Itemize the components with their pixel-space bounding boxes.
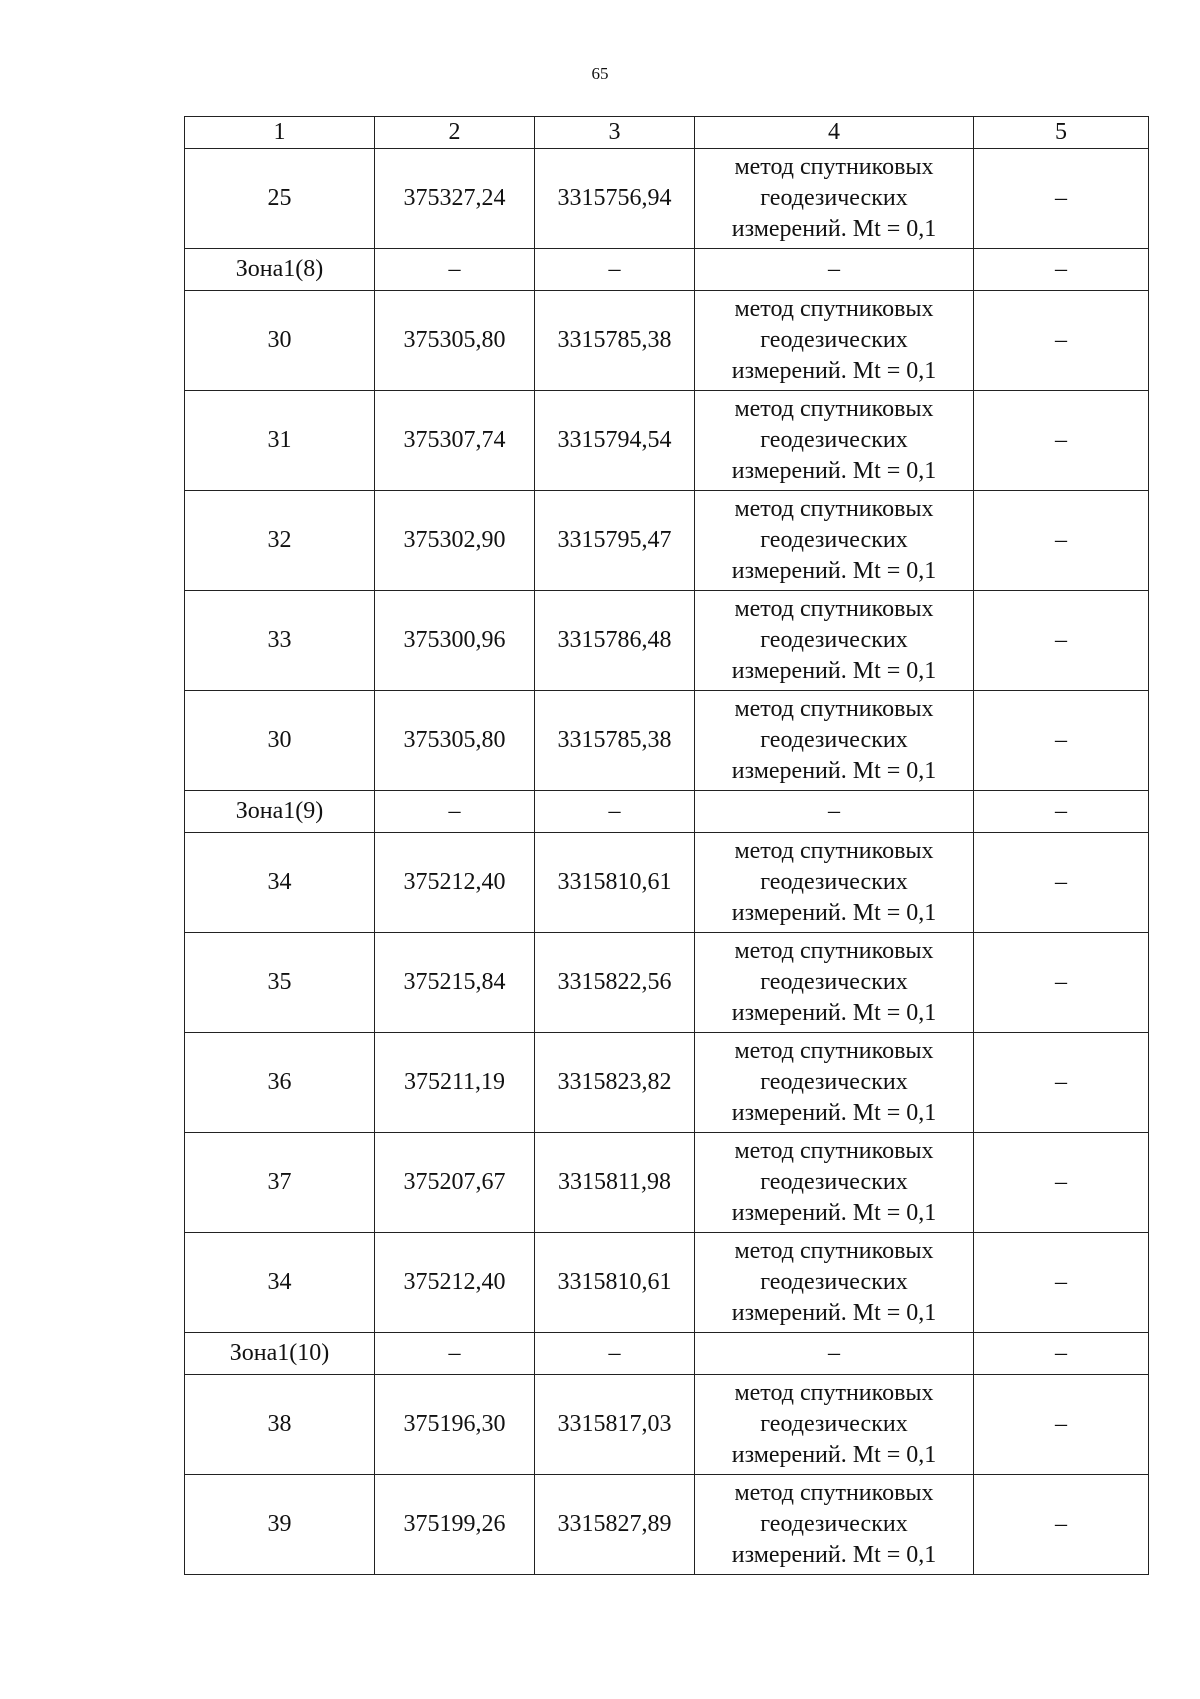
method-line: геодезических (760, 869, 908, 896)
method-line: измерений. Mt = 0,1 (731, 1200, 937, 1227)
y-coordinate-cell: 3315786,48 (535, 591, 695, 691)
y-coordinate-cell: 3315795,47 (535, 491, 695, 591)
y-coordinate-cell: – (535, 1333, 695, 1375)
note-cell: – (974, 491, 1149, 591)
method-line: геодезических (760, 185, 908, 212)
y-coordinate-cell: 3315811,98 (535, 1133, 695, 1233)
method-cell (695, 391, 974, 491)
header-cell: 3 (535, 117, 695, 149)
note-cell: – (974, 1233, 1149, 1333)
point-id-cell: 36 (185, 1033, 375, 1133)
point-id-cell: 30 (185, 691, 375, 791)
point-row (185, 833, 1149, 933)
x-coordinate-cell: 375196,30 (375, 1375, 535, 1475)
note-cell: – (974, 149, 1149, 249)
point-id-cell: 34 (185, 833, 375, 933)
x-coordinate-cell: 375302,90 (375, 491, 535, 591)
method-line: измерений. Mt = 0,1 (731, 558, 937, 585)
zone-row (185, 791, 1149, 833)
method-cell (695, 491, 974, 591)
point-id-cell: 35 (185, 933, 375, 1033)
method-line: метод спутниковых (734, 695, 934, 722)
point-row (185, 591, 1149, 691)
method-cell: – (695, 249, 974, 291)
header-cell: 5 (974, 117, 1149, 149)
method-line: метод спутниковых (734, 595, 934, 622)
y-coordinate-cell: 3315822,56 (535, 933, 695, 1033)
point-row (185, 1375, 1149, 1475)
method-cell: – (695, 791, 974, 833)
method-line: метод спутниковых (734, 1137, 934, 1164)
method-line: измерений. Mt = 0,1 (731, 1300, 937, 1327)
point-row (185, 391, 1149, 491)
method-line: метод спутниковых (734, 1479, 934, 1506)
point-id-cell: 31 (185, 391, 375, 491)
point-id-cell: 25 (185, 149, 375, 249)
x-coordinate-cell: – (375, 1333, 535, 1375)
method-cell (695, 149, 974, 249)
method-cell (695, 591, 974, 691)
method-line: геодезических (760, 627, 908, 654)
y-coordinate-cell: 3315827,89 (535, 1475, 695, 1575)
y-coordinate-cell: 3315823,82 (535, 1033, 695, 1133)
method-line: геодезических (760, 1069, 908, 1096)
note-cell: – (974, 1133, 1149, 1233)
zone-row (185, 249, 1149, 291)
note-cell: – (974, 1333, 1149, 1375)
y-coordinate-cell: – (535, 249, 695, 291)
method-line: геодезических (760, 1511, 908, 1538)
method-cell: – (695, 1333, 974, 1375)
note-cell: – (974, 591, 1149, 691)
method-line: измерений. Mt = 0,1 (731, 358, 937, 385)
x-coordinate-cell: 375327,24 (375, 149, 535, 249)
method-cell (695, 291, 974, 391)
note-cell: – (974, 249, 1149, 291)
x-coordinate-cell: 375207,67 (375, 1133, 535, 1233)
y-coordinate-cell: 3315810,61 (535, 1233, 695, 1333)
y-coordinate-cell: 3315817,03 (535, 1375, 695, 1475)
y-coordinate-cell: 3315794,54 (535, 391, 695, 491)
method-cell (695, 833, 974, 933)
point-row (185, 1133, 1149, 1233)
method-line: метод спутниковых (734, 837, 934, 864)
point-row (185, 149, 1149, 249)
header-row (185, 117, 1149, 149)
point-row (185, 291, 1149, 391)
method-line: метод спутниковых (734, 395, 934, 422)
x-coordinate-cell: 375307,74 (375, 391, 535, 491)
page-number: 65 (591, 64, 609, 83)
y-coordinate-cell: – (535, 791, 695, 833)
method-line: геодезических (760, 1169, 908, 1196)
method-line: метод спутниковых (734, 937, 934, 964)
point-row (185, 1475, 1149, 1575)
x-coordinate-cell: 375305,80 (375, 291, 535, 391)
method-cell (695, 1475, 974, 1575)
x-coordinate-cell: 375199,26 (375, 1475, 535, 1575)
method-line: измерений. Mt = 0,1 (731, 216, 937, 243)
method-line: измерений. Mt = 0,1 (731, 658, 937, 685)
x-coordinate-cell: 375212,40 (375, 833, 535, 933)
method-line: геодезических (760, 727, 908, 754)
coordinates-table (184, 116, 1149, 1575)
point-row (185, 933, 1149, 1033)
header-cell: 4 (695, 117, 974, 149)
method-line: метод спутниковых (734, 295, 934, 322)
point-id-cell: 38 (185, 1375, 375, 1475)
x-coordinate-cell: 375300,96 (375, 591, 535, 691)
method-line: измерений. Mt = 0,1 (731, 458, 937, 485)
method-line: измерений. Mt = 0,1 (731, 1100, 937, 1127)
point-id-cell: 32 (185, 491, 375, 591)
point-id-cell: Зона1(9) (185, 791, 375, 833)
x-coordinate-cell: 375215,84 (375, 933, 535, 1033)
note-cell: – (974, 1475, 1149, 1575)
point-id-cell: Зона1(10) (185, 1333, 375, 1375)
header-cell: 1 (185, 117, 375, 149)
point-id-cell: Зона1(8) (185, 249, 375, 291)
method-line: геодезических (760, 969, 908, 996)
point-row (185, 1033, 1149, 1133)
point-id-cell: 33 (185, 591, 375, 691)
note-cell: – (974, 391, 1149, 491)
note-cell: – (974, 791, 1149, 833)
method-line: метод спутниковых (734, 495, 934, 522)
note-cell: – (974, 291, 1149, 391)
method-line: измерений. Mt = 0,1 (731, 900, 937, 927)
x-coordinate-cell: 375305,80 (375, 691, 535, 791)
method-line: измерений. Mt = 0,1 (731, 758, 937, 785)
x-coordinate-cell: – (375, 791, 535, 833)
zone-row (185, 1333, 1149, 1375)
note-cell: – (974, 833, 1149, 933)
method-line: метод спутниковых (734, 1237, 934, 1264)
method-line: метод спутниковых (734, 1037, 934, 1064)
x-coordinate-cell: – (375, 249, 535, 291)
x-coordinate-cell: 375211,19 (375, 1033, 535, 1133)
note-cell: – (974, 1375, 1149, 1475)
method-line: геодезических (760, 327, 908, 354)
method-line: метод спутниковых (734, 153, 934, 180)
method-line: геодезических (760, 1269, 908, 1296)
note-cell: – (974, 933, 1149, 1033)
point-id-cell: 39 (185, 1475, 375, 1575)
method-cell (695, 933, 974, 1033)
header-cell: 2 (375, 117, 535, 149)
method-line: измерений. Mt = 0,1 (731, 1542, 937, 1569)
y-coordinate-cell: 3315785,38 (535, 691, 695, 791)
point-id-cell: 30 (185, 291, 375, 391)
y-coordinate-cell: 3315785,38 (535, 291, 695, 391)
method-cell (695, 1033, 974, 1133)
point-row (185, 1233, 1149, 1333)
method-line: измерений. Mt = 0,1 (731, 1442, 937, 1469)
note-cell: – (974, 1033, 1149, 1133)
method-line: геодезических (760, 427, 908, 454)
method-line: метод спутниковых (734, 1379, 934, 1406)
y-coordinate-cell: 3315810,61 (535, 833, 695, 933)
method-cell (695, 1133, 974, 1233)
method-line: геодезических (760, 527, 908, 554)
point-id-cell: 34 (185, 1233, 375, 1333)
method-cell (695, 1233, 974, 1333)
x-coordinate-cell: 375212,40 (375, 1233, 535, 1333)
method-line: геодезических (760, 1411, 908, 1438)
note-cell: – (974, 691, 1149, 791)
table-body (185, 117, 1149, 1575)
y-coordinate-cell: 3315756,94 (535, 149, 695, 249)
method-cell (695, 691, 974, 791)
method-cell (695, 1375, 974, 1475)
point-row (185, 691, 1149, 791)
method-line: измерений. Mt = 0,1 (731, 1000, 937, 1027)
point-row (185, 491, 1149, 591)
point-id-cell: 37 (185, 1133, 375, 1233)
